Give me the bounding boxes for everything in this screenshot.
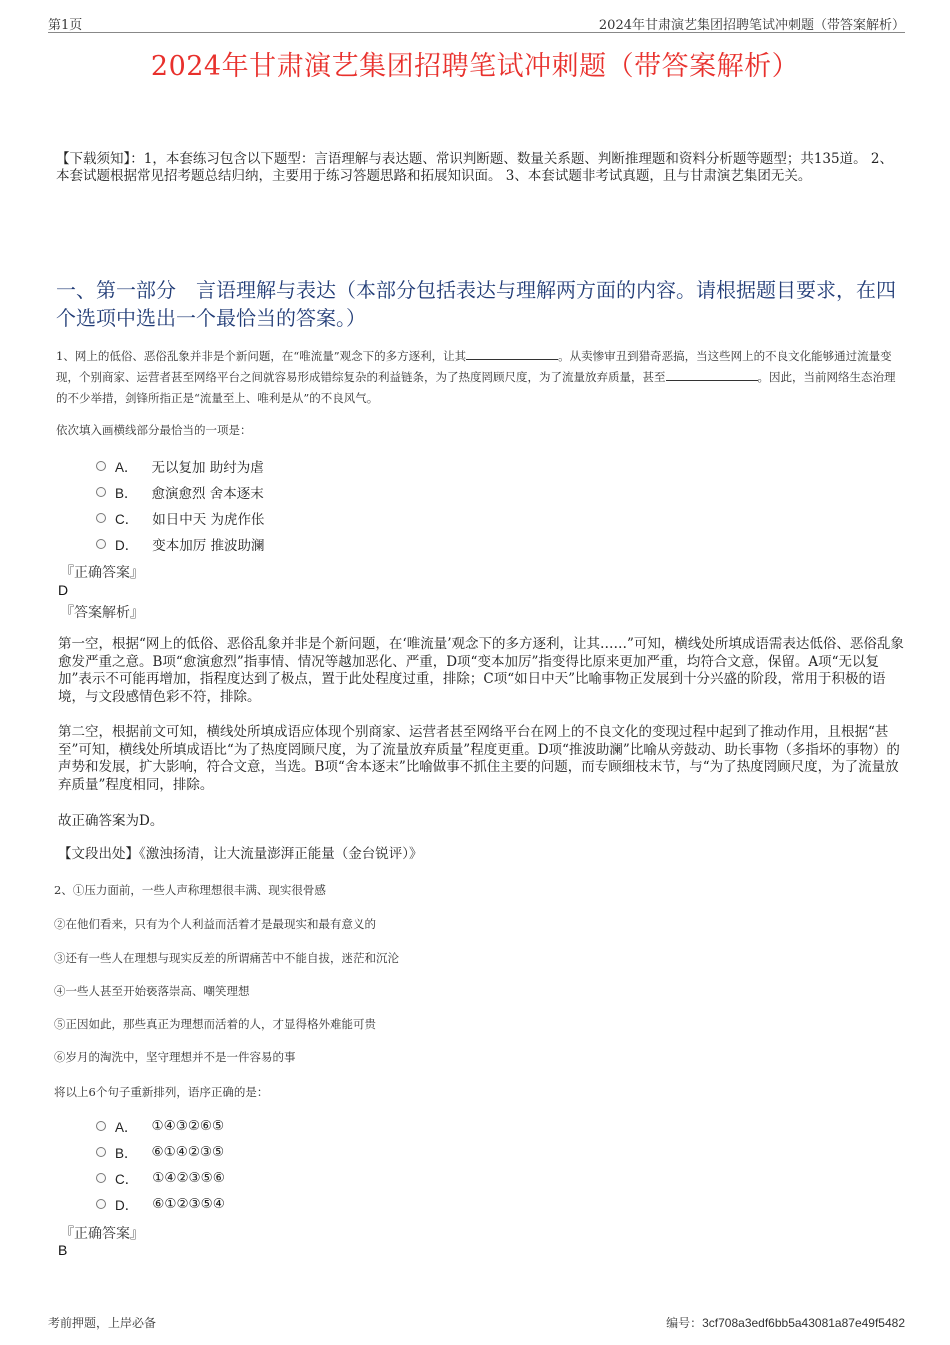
option-label: A．	[115, 1120, 138, 1135]
footer-code-label: 编号：	[666, 1316, 703, 1330]
question-1-answer: D	[58, 582, 69, 598]
question-2-sentence-1: 2、①压力面前，一些人声称理想很丰满、现实很骨感	[54, 883, 326, 897]
option-text: 变本加厉 推波助澜	[152, 538, 265, 554]
option-text: ①④②③⑤⑥	[152, 1170, 225, 1186]
question-1-text	[56, 346, 906, 409]
option-text: ①④③②⑥⑤	[151, 1118, 225, 1134]
option-label: C．	[115, 512, 139, 527]
footer-code	[666, 1314, 905, 1331]
radio-icon[interactable]	[96, 539, 106, 549]
question-2-sentence-3: ③还有一些人在理想与现实反差的所谓痛苦中不能自拔，迷茫和沉沦	[54, 951, 399, 965]
question-2-option-d[interactable]	[96, 1195, 225, 1213]
question-1-text-part-c: 。因此，当前网络生态治理的不少举措，剑锋所指正是“流量至上、唯利是从”的不良风气。	[56, 370, 896, 405]
footer-slogan: 考前押题，上岸必备	[48, 1316, 157, 1330]
page-title: 2024年甘肃演艺集团招聘笔试冲刺题（带答案解析）	[150, 51, 800, 82]
question-1-conclusion: 故正确答案为D。	[58, 813, 164, 829]
section-heading: 一、第一部分 言语理解与表达（本部分包括表达与理解两方面的内容。请根据题目要求，在四个选项中选出一个最恰当的答案。）	[56, 278, 896, 330]
option-label: D．	[115, 538, 139, 553]
question-1-source: 【文段出处】《激浊扬清，让大流量澎湃正能量（金台锐评）》	[58, 846, 423, 862]
question-2-option-c[interactable]	[96, 1169, 225, 1187]
option-text: 无以复加 助纣为虐	[151, 460, 264, 476]
option-text: ⑥①④②③⑤	[151, 1144, 225, 1160]
question-1-text-part-b: 。从卖惨审丑到猎奇恶搞，当这些网上的不良文化能够通过流量变现，个别商家、运营者甚至网络平台之间就容易形成错综复杂的利益链条，为了热度罔顾尺度，为了流量放弃质量，甚至	[56, 349, 892, 384]
question-2-prompt: 将以上6个句子重新排列，语序正确的是：	[54, 1085, 269, 1099]
option-label: D．	[115, 1198, 139, 1213]
question-2-answer-label: 『正确答案』	[60, 1226, 144, 1242]
radio-icon[interactable]	[96, 1199, 106, 1209]
question-2-option-b[interactable]	[96, 1143, 224, 1161]
radio-icon[interactable]	[96, 487, 106, 497]
question-1-prompt: 依次填入画横线部分最恰当的一项是：	[56, 423, 252, 437]
option-label: C．	[115, 1172, 139, 1187]
question-1-option-c[interactable]	[96, 509, 265, 527]
question-1-blank-2	[666, 367, 758, 381]
question-1-analysis-2: 第二空，根据前文可知，横线处所填成语应体现个别商家、运营者甚至网络平台在网上的不良文化的变现过程中起到了推动作用，且根据“甚至”可知，横线处所填成语比“为了热度罔顾尺度，为了流量放弃质量”程度更重。D项“推波助澜”比喻从旁鼓动、助长事物（多指坏的事物）的声势和发展，扩大影响，符合文意，当选。B项“舍本逐末”比喻做事不抓住主要的问题，而专顾细枝末节，与“为了热度罔顾尺度，为了流量放弃质量”程度相同，排除。	[58, 724, 900, 793]
question-1-analysis-1: 第一空，根据“网上的低俗、恶俗乱象并非是个新问题，在‘唯流量’观念下的多方逐利，让其……”可知，横线处所填成语需表达低俗、恶俗乱象愈发严重之意。B项“愈演愈烈”指事情、情况等越加恶化、严重，D项“变本加厉”指变得比原来更加严重，均符合文意，保留。A项“无以复加”表示不可能再增加，指程度达到了极点，置于此处程度过重，排除；C项“如日中天”比喻事物正发展到十分兴盛的阶段，常用于积极的语境，与文段感情色彩不符，排除。	[58, 636, 904, 705]
footer-code-value: 3cf708a3edf6bb5a43081a87e49f5482	[702, 1316, 905, 1330]
option-label: B．	[115, 486, 138, 501]
question-1-option-b[interactable]	[96, 483, 264, 501]
option-text: 如日中天 为虎作伥	[152, 512, 265, 528]
option-text: 愈演愈烈 舍本逐末	[151, 486, 264, 502]
question-2-option-a[interactable]	[96, 1117, 224, 1135]
radio-icon[interactable]	[96, 513, 106, 523]
question-2-sentence-4: ④一些人甚至开始亵落崇高、嘲笑理想	[54, 984, 250, 998]
option-text: ⑥①②③⑤④	[152, 1196, 225, 1212]
header-doc-title: 2024年甘肃演艺集团招聘笔试冲刺题（带答案解析）	[598, 18, 905, 33]
question-1-text-part-a: 1、网上的低俗、恶俗乱象并非是个新问题，在“唯流量”观念下的多方逐利，让其	[56, 349, 467, 363]
question-2-sentence-2: ②在他们看来，只有为个人利益而活着才是最现实和最有意义的	[54, 917, 376, 931]
question-2-sentence-6: ⑥岁月的淘洗中，坚守理想并不是一件容易的事	[54, 1050, 296, 1064]
question-1-answer-label: 『正确答案』	[60, 565, 144, 581]
download-notice: 【下载须知】：1，本套练习包含以下题型：言语理解与表达题、常识判断题、数量关系题、判断推理题和资料分析题等题型；共135道。 2、本套试题根据常见招考题总结归纳，主要用于练习答题思路和拓展知识面。 3、本套试题非考试真题，且与甘肃演艺集团无关。	[56, 151, 893, 184]
option-label: A．	[115, 460, 138, 475]
radio-icon[interactable]	[96, 1121, 106, 1131]
question-1-blank-1	[466, 346, 558, 360]
radio-icon[interactable]	[96, 461, 106, 471]
radio-icon[interactable]	[96, 1147, 106, 1157]
question-2-sentence-5: ⑤正因如此，那些真正为理想而活着的人，才显得格外难能可贵	[54, 1017, 376, 1031]
question-2-answer: B	[58, 1242, 68, 1258]
radio-icon[interactable]	[96, 1173, 106, 1183]
header-divider	[48, 32, 905, 33]
question-1-option-d[interactable]	[96, 535, 265, 553]
header-page-number: 第1页	[48, 18, 83, 33]
option-label: B．	[115, 1146, 138, 1161]
question-1-option-a[interactable]	[96, 457, 264, 475]
question-1-analysis-label: 『答案解析』	[60, 605, 144, 621]
